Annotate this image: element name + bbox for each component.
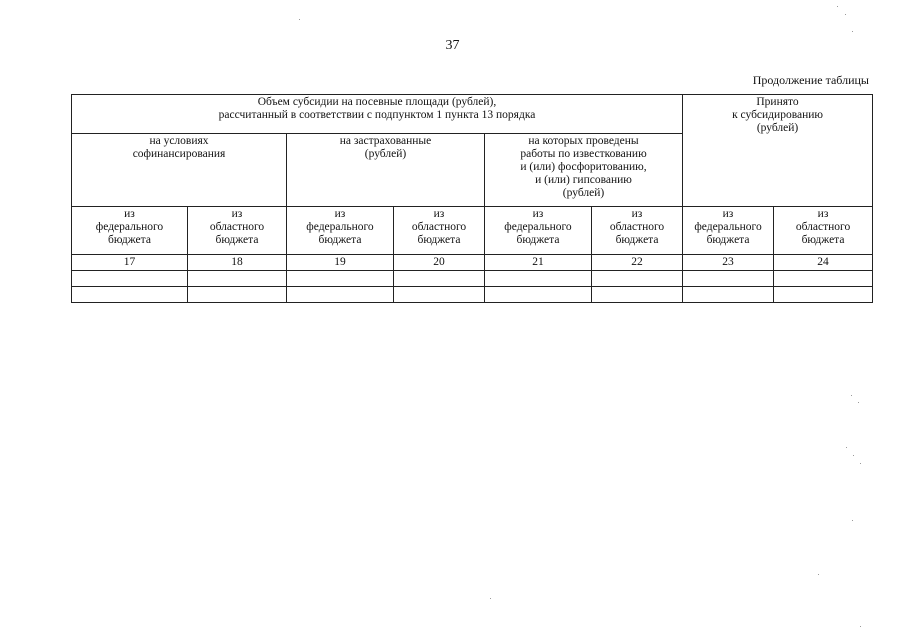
table-cell (72, 271, 188, 287)
table-cell (485, 287, 592, 303)
table-cell (287, 271, 394, 287)
table-cell (683, 287, 774, 303)
table-row-empty (72, 271, 873, 287)
page-number: 37 (445, 38, 460, 53)
table-row-empty (72, 287, 873, 303)
subheader-federal-21: из федерального бюджета (485, 207, 592, 255)
column-number: 18 (188, 255, 287, 271)
subheader-federal-19: из федерального бюджета (287, 207, 394, 255)
group-header-cofinancing: на условиях софинансирования (72, 134, 287, 207)
column-number: 20 (394, 255, 485, 271)
table-continuation-label: Продолжение таблицы (752, 73, 869, 87)
column-number: 17 (72, 255, 188, 271)
table-cell (774, 287, 873, 303)
subheader-regional-22: из областного бюджета (592, 207, 683, 255)
table-cell (287, 287, 394, 303)
subheader-regional-18: из областного бюджета (188, 207, 287, 255)
subheader-federal-17: из федерального бюджета (72, 207, 188, 255)
column-number: 22 (592, 255, 683, 271)
table-cell (485, 271, 592, 287)
subheader-regional-24: из областного бюджета (774, 207, 873, 255)
subheader-regional-20: из областного бюджета (394, 207, 485, 255)
table-cell (394, 287, 485, 303)
table-cell (188, 271, 287, 287)
header-row-main (72, 95, 873, 134)
accepted-header-cell: Принято к субсидированию (рублей) (683, 95, 873, 207)
column-number: 19 (287, 255, 394, 271)
table-cell (683, 271, 774, 287)
table-cell (592, 271, 683, 287)
column-number: 24 (774, 255, 873, 271)
table-cell (394, 271, 485, 287)
column-number-row (72, 255, 873, 271)
table-cell (592, 287, 683, 303)
column-number: 23 (683, 255, 774, 271)
table-cell (774, 271, 873, 287)
table-cell (188, 287, 287, 303)
table-cell (72, 287, 188, 303)
header-row-budget (72, 207, 873, 255)
group-header-liming: на которых проведены работы по известкованию и (или) фосфоритованию, и (или) гипсованию (рублей) (485, 134, 683, 207)
main-header-cell: Объем субсидии на посевные площади (рублей), рассчитанный в соответствии с подпунктом 1 пункта 13 порядка (72, 95, 683, 134)
group-header-insured: на застрахованные (рублей) (287, 134, 485, 207)
column-number: 21 (485, 255, 592, 271)
subsidy-table (71, 94, 873, 303)
subheader-federal-23: из федерального бюджета (683, 207, 774, 255)
